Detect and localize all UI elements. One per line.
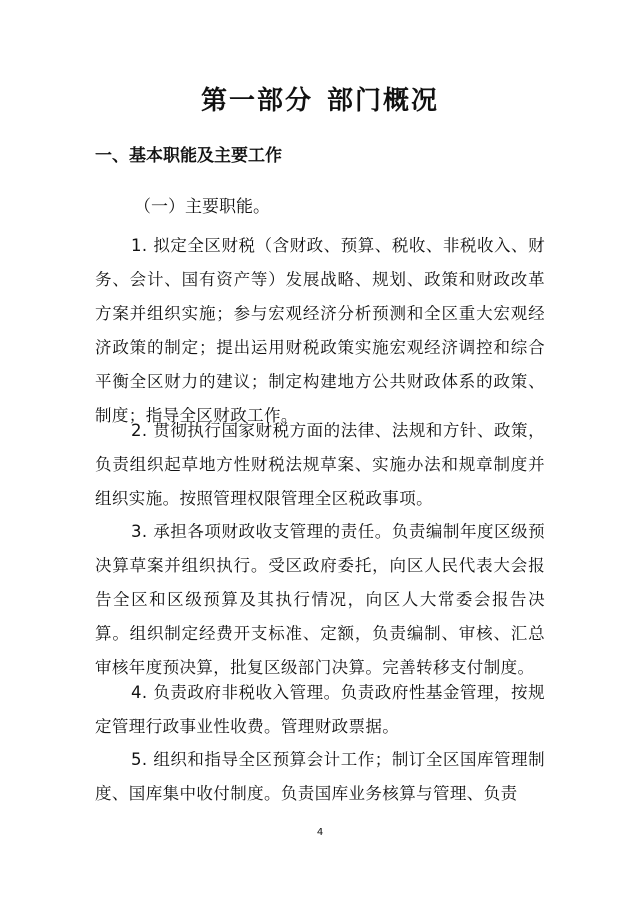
paragraph-2: 2. 贯彻执行国家财税方面的法律、法规和方针、政策，负责组织起草地方性财税法规草案、实施办法和规章制度并组织实施。按照管理权限管理全区税政事项。 xyxy=(95,421,545,508)
section-heading: 一、基本职能及主要工作 xyxy=(95,146,282,166)
title-part: 第一部分 xyxy=(200,86,313,116)
page-title xyxy=(0,84,640,118)
subheading: （一）主要职能。 xyxy=(134,197,270,217)
paragraph-3: 3. 承担各项财政收支管理的责任。负责编制年度区级预决算草案并组织执行。受区政府委托，向区人民代表大会报告全区和区级预算及其执行情况，向区人大常委会报告决算。组织制定经费开支标准、定额，负责编制、审核、汇总审核年度预决算，批复区级部门决算。完善转移支付制度。 xyxy=(95,522,545,677)
page-number: 4 xyxy=(316,827,324,838)
paragraph-4: 4. 负责政府非税收入管理。负责政府性基金管理，按规定管理行政事业性收费。管理财政票据。 xyxy=(95,683,545,736)
paragraph-1: 1. 拟定全区财税（含财政、预算、税收、非税收入、财务、会计、国有资产等）发展战略、规划、政策和财政改革方案并组织实施；参与宏观经济分析预测和全区重大宏观经济政策的制定；提出运用财税政策实施宏观经济调控和综合平衡全区财力的建议；制定构建地方公共财政体系的政策、制度；指导全区财政工作。 xyxy=(95,236,545,425)
title-name: 部门概况 xyxy=(327,86,440,116)
paragraph-5: 5. 组织和指导全区预算会计工作；制订全区国库管理制度、国库集中收付制度。负责国库业务核算与管理、负责 xyxy=(95,750,545,803)
